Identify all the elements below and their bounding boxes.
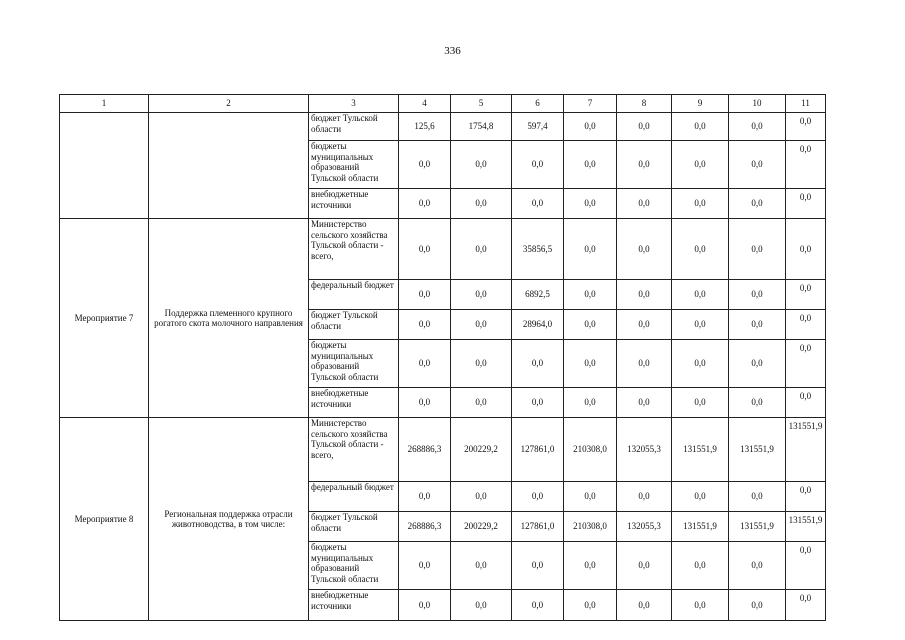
value-cell: 0,0 xyxy=(564,189,617,219)
funding-source: федеральный бюджет xyxy=(309,482,399,512)
funding-source: внебюджетные источники xyxy=(309,388,399,418)
value-cell: 0,0 xyxy=(512,482,564,512)
funding-source: бюджет Тульской области xyxy=(309,113,399,141)
value-cell: 0,0 xyxy=(729,219,786,280)
value-cell: 0,0 xyxy=(786,590,826,621)
page-number: 336 xyxy=(444,45,461,57)
value-cell: 35856,5 xyxy=(512,219,564,280)
value-cell: 1754,8 xyxy=(451,113,512,141)
value-cell: 0,0 xyxy=(617,280,672,310)
value-cell: 125,6 xyxy=(399,113,451,141)
value-cell: 0,0 xyxy=(512,388,564,418)
value-cell: 0,0 xyxy=(672,388,729,418)
funding-source: Министерство сельского хозяйства Тульской области - всего, xyxy=(309,219,399,280)
value-cell: 0,0 xyxy=(786,482,826,512)
value-cell: 0,0 xyxy=(617,219,672,280)
value-cell: 200229,2 xyxy=(451,512,512,542)
value-cell: 0,0 xyxy=(451,141,512,189)
value-cell: 0,0 xyxy=(672,189,729,219)
value-cell: 0,0 xyxy=(672,219,729,280)
funding-source: бюджеты муниципальных образований Тульской области xyxy=(309,340,399,388)
value-cell: 0,0 xyxy=(451,340,512,388)
value-cell: 0,0 xyxy=(617,482,672,512)
event-cell: Мероприятие 8 xyxy=(60,418,149,621)
value-cell: 0,0 xyxy=(399,542,451,590)
value-cell: 0,0 xyxy=(729,542,786,590)
funding-source: бюджеты муниципальных образований Тульской области xyxy=(309,141,399,189)
value-cell: 0,0 xyxy=(564,113,617,141)
value-cell: 127861,0 xyxy=(512,512,564,542)
value-cell: 0,0 xyxy=(512,340,564,388)
value-cell: 131551,9 xyxy=(786,512,826,542)
column-header: 5 xyxy=(451,95,512,113)
value-cell: 0,0 xyxy=(786,310,826,340)
value-cell: 127861,0 xyxy=(512,418,564,482)
value-cell: 0,0 xyxy=(729,113,786,141)
column-header: 7 xyxy=(564,95,617,113)
value-cell: 0,0 xyxy=(451,219,512,280)
value-cell: 0,0 xyxy=(617,141,672,189)
value-cell: 131551,9 xyxy=(672,512,729,542)
funding-source: Министерство сельского хозяйства Тульской области - всего, xyxy=(309,418,399,482)
column-header: 9 xyxy=(672,95,729,113)
description-cell: Региональная поддержка отрасли животноводства, в том числе: xyxy=(149,418,309,621)
value-cell: 0,0 xyxy=(786,340,826,388)
value-cell: 210308,0 xyxy=(564,512,617,542)
funding-source: внебюджетные источники xyxy=(309,189,399,219)
value-cell: 0,0 xyxy=(617,113,672,141)
value-cell: 0,0 xyxy=(729,310,786,340)
value-cell: 0,0 xyxy=(672,542,729,590)
value-cell: 0,0 xyxy=(617,340,672,388)
value-cell: 0,0 xyxy=(399,310,451,340)
value-cell: 0,0 xyxy=(672,141,729,189)
value-cell: 0,0 xyxy=(512,590,564,621)
value-cell: 0,0 xyxy=(672,310,729,340)
value-cell: 0,0 xyxy=(399,219,451,280)
value-cell: 0,0 xyxy=(729,590,786,621)
value-cell: 0,0 xyxy=(564,141,617,189)
value-cell: 0,0 xyxy=(451,388,512,418)
funding-source: федеральный бюджет xyxy=(309,280,399,310)
value-cell: 0,0 xyxy=(786,388,826,418)
column-header: 6 xyxy=(512,95,564,113)
value-cell: 0,0 xyxy=(672,340,729,388)
value-cell: 0,0 xyxy=(451,189,512,219)
value-cell: 0,0 xyxy=(451,310,512,340)
value-cell: 0,0 xyxy=(451,482,512,512)
value-cell: 0,0 xyxy=(786,280,826,310)
description-cell: Поддержка племенного крупного рогатого скота молочного направления xyxy=(149,219,309,418)
value-cell: 0,0 xyxy=(786,141,826,189)
value-cell: 132055,3 xyxy=(617,418,672,482)
value-cell: 0,0 xyxy=(786,542,826,590)
column-header: 11 xyxy=(786,95,826,113)
value-cell: 0,0 xyxy=(451,590,512,621)
value-cell: 200229,2 xyxy=(451,418,512,482)
table-row xyxy=(60,418,826,482)
header-row xyxy=(60,95,826,113)
value-cell: 0,0 xyxy=(512,141,564,189)
value-cell: 0,0 xyxy=(786,219,826,280)
value-cell: 0,0 xyxy=(564,280,617,310)
value-cell: 0,0 xyxy=(729,141,786,189)
value-cell: 131551,9 xyxy=(786,418,826,482)
value-cell: 0,0 xyxy=(564,482,617,512)
value-cell: 132055,3 xyxy=(617,512,672,542)
funding-source: внебюджетные источники xyxy=(309,590,399,621)
table-row xyxy=(60,219,826,280)
value-cell: 0,0 xyxy=(617,310,672,340)
value-cell: 597,4 xyxy=(512,113,564,141)
column-header: 2 xyxy=(149,95,309,113)
value-cell: 131551,9 xyxy=(672,418,729,482)
value-cell: 0,0 xyxy=(617,189,672,219)
description-cell xyxy=(149,113,309,219)
value-cell: 0,0 xyxy=(399,482,451,512)
value-cell: 0,0 xyxy=(617,590,672,621)
value-cell: 0,0 xyxy=(564,310,617,340)
value-cell: 268886,3 xyxy=(399,512,451,542)
value-cell: 0,0 xyxy=(399,340,451,388)
event-cell xyxy=(60,113,149,219)
value-cell: 0,0 xyxy=(786,113,826,141)
budget-table xyxy=(59,94,826,621)
value-cell: 131551,9 xyxy=(729,418,786,482)
value-cell: 0,0 xyxy=(672,113,729,141)
value-cell: 28964,0 xyxy=(512,310,564,340)
value-cell: 0,0 xyxy=(451,280,512,310)
funding-source: бюджет Тульской области xyxy=(309,310,399,340)
value-cell: 0,0 xyxy=(729,388,786,418)
column-header: 3 xyxy=(309,95,399,113)
value-cell: 0,0 xyxy=(399,141,451,189)
value-cell: 0,0 xyxy=(786,189,826,219)
value-cell: 0,0 xyxy=(564,590,617,621)
value-cell: 0,0 xyxy=(564,388,617,418)
value-cell: 0,0 xyxy=(729,340,786,388)
value-cell: 0,0 xyxy=(564,219,617,280)
value-cell: 0,0 xyxy=(399,280,451,310)
value-cell: 0,0 xyxy=(672,280,729,310)
value-cell: 0,0 xyxy=(564,542,617,590)
value-cell: 0,0 xyxy=(399,189,451,219)
value-cell: 0,0 xyxy=(399,590,451,621)
value-cell: 0,0 xyxy=(729,482,786,512)
column-header: 4 xyxy=(399,95,451,113)
value-cell: 0,0 xyxy=(672,482,729,512)
value-cell: 0,0 xyxy=(729,280,786,310)
value-cell: 131551,9 xyxy=(729,512,786,542)
column-header: 1 xyxy=(60,95,149,113)
value-cell: 210308,0 xyxy=(564,418,617,482)
value-cell: 268886,3 xyxy=(399,418,451,482)
value-cell: 0,0 xyxy=(729,189,786,219)
funding-source: бюджет Тульской области xyxy=(309,512,399,542)
column-header: 10 xyxy=(729,95,786,113)
value-cell: 0,0 xyxy=(617,542,672,590)
event-cell: Мероприятие 7 xyxy=(60,219,149,418)
value-cell: 6892,5 xyxy=(512,280,564,310)
column-header: 8 xyxy=(617,95,672,113)
table-row xyxy=(60,113,826,141)
value-cell: 0,0 xyxy=(617,388,672,418)
value-cell: 0,0 xyxy=(512,189,564,219)
value-cell: 0,0 xyxy=(512,542,564,590)
value-cell: 0,0 xyxy=(672,590,729,621)
value-cell: 0,0 xyxy=(451,542,512,590)
value-cell: 0,0 xyxy=(399,388,451,418)
funding-source: бюджеты муниципальных образований Тульской области xyxy=(309,542,399,590)
value-cell: 0,0 xyxy=(564,340,617,388)
